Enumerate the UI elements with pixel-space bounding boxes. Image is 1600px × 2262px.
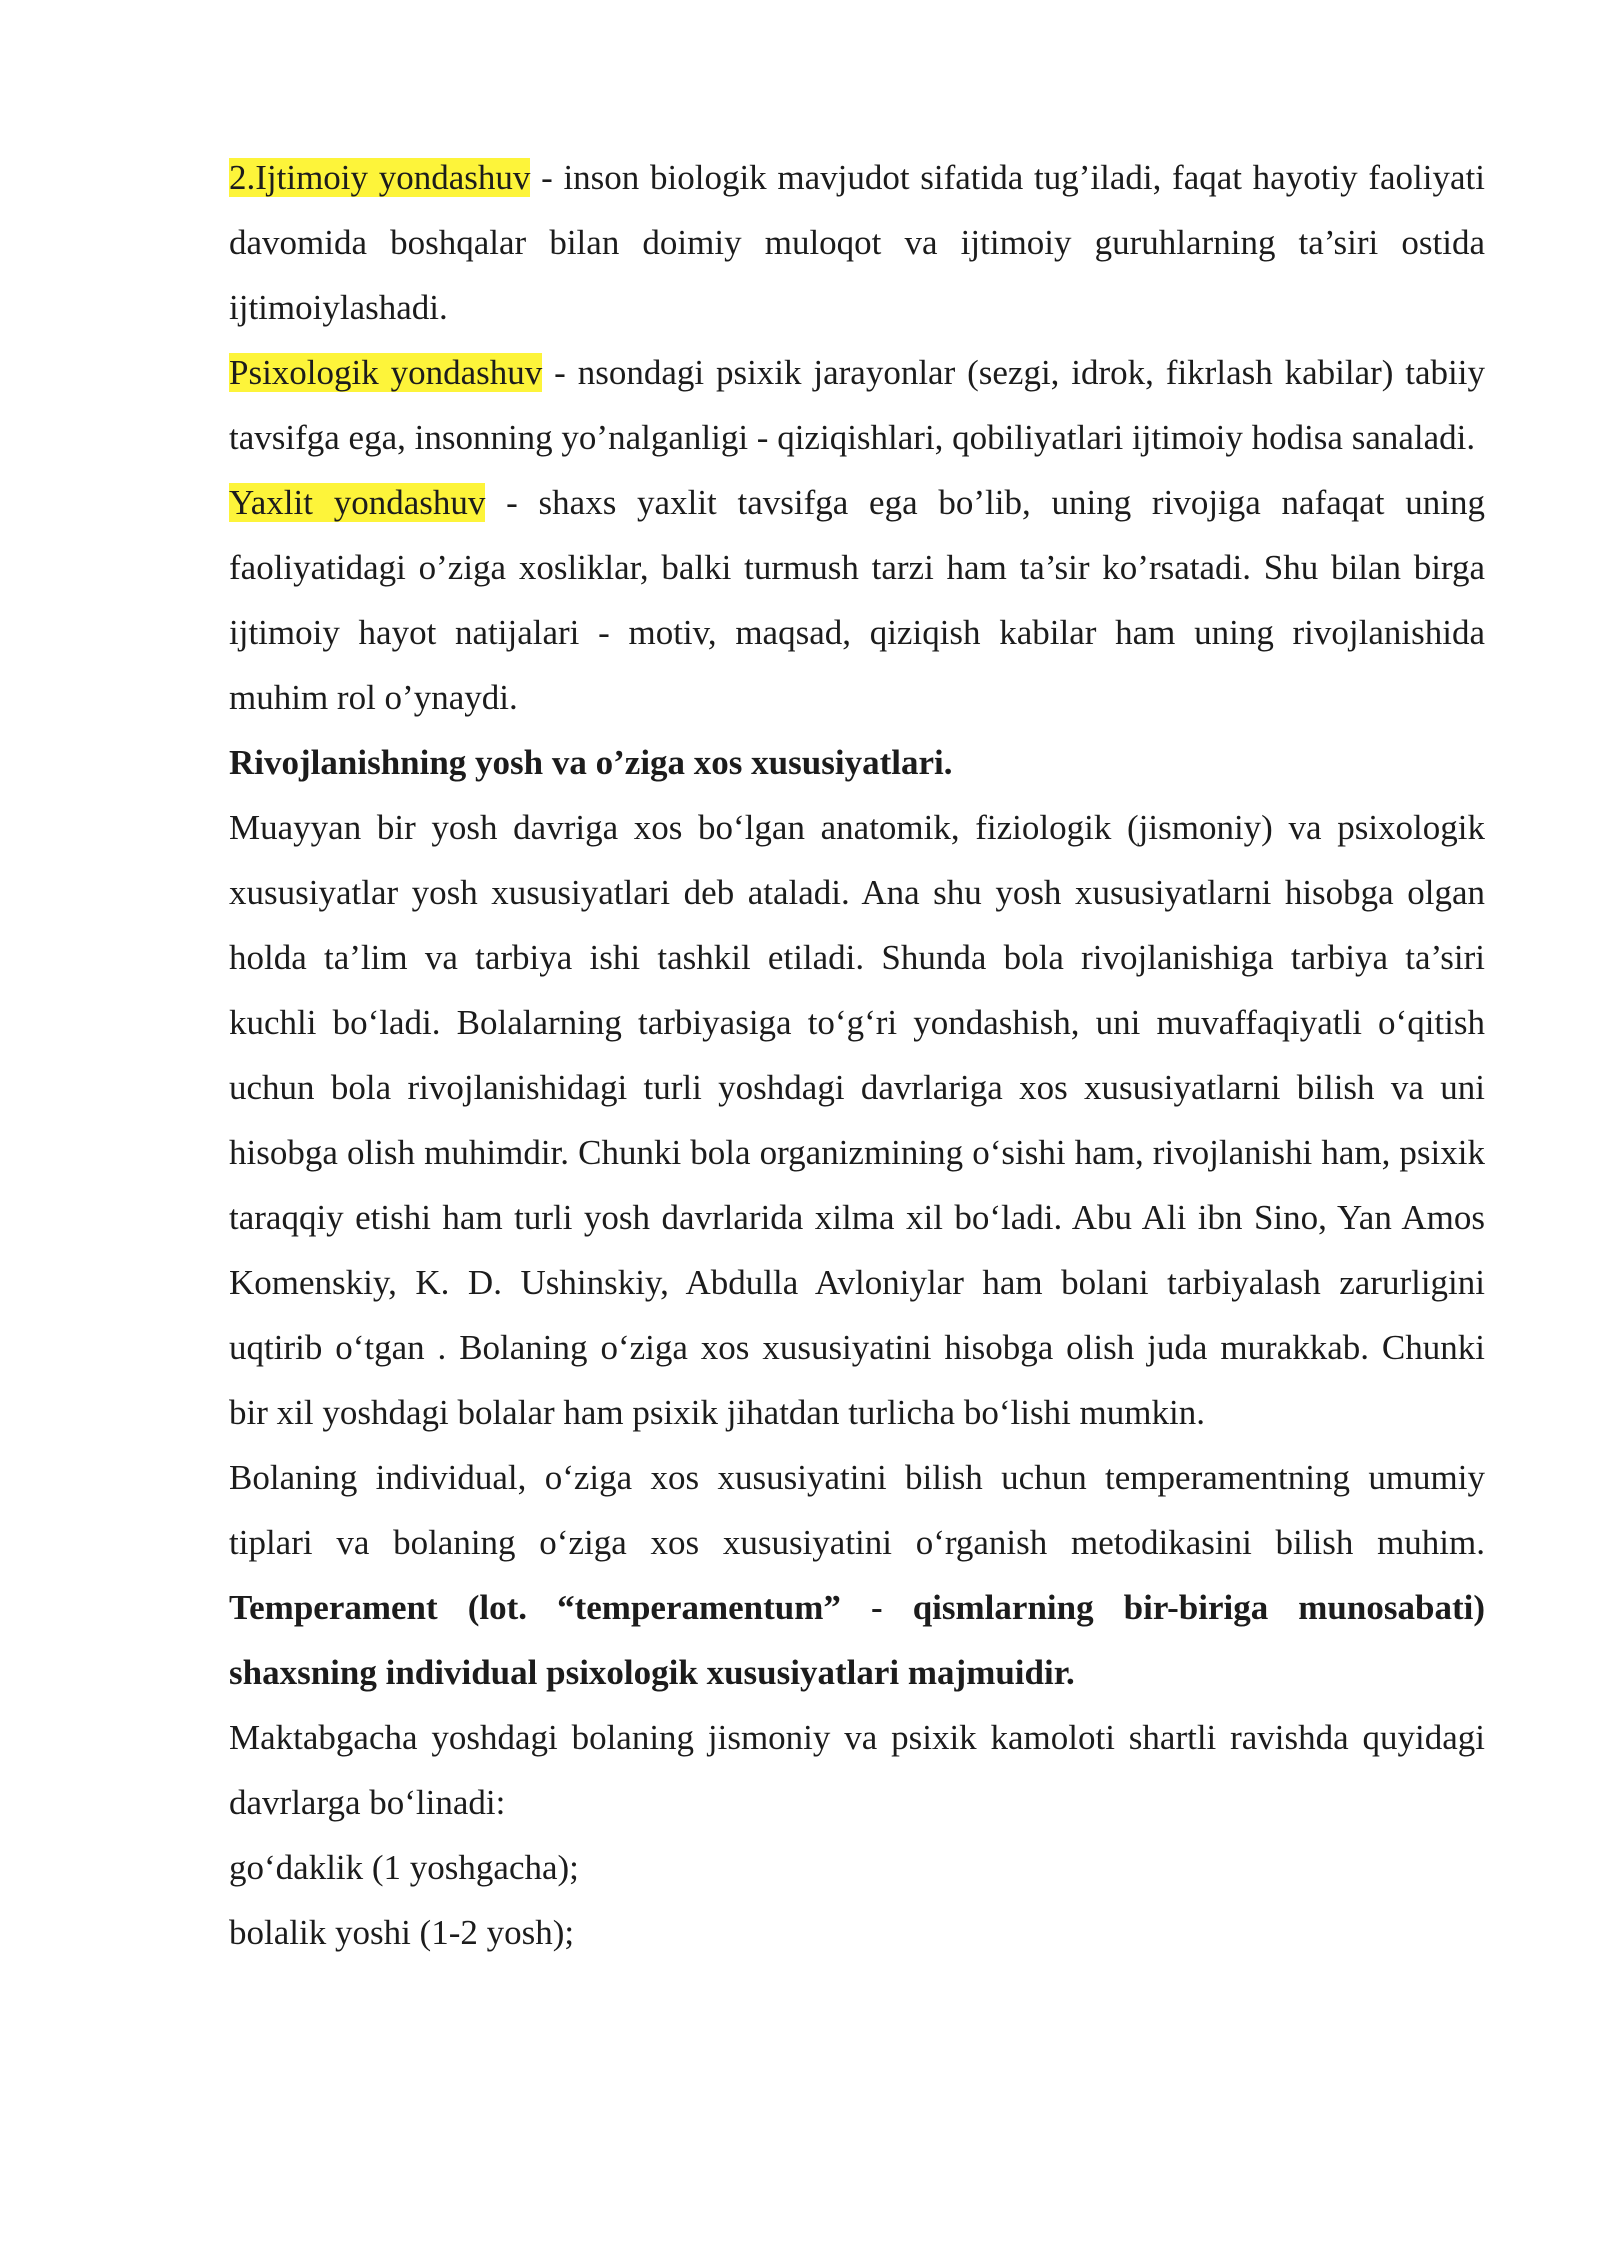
paragraph-text: - nsondagi psixik jarayonlar (sezgi, idrok, fikrlash kabilar) tabiiy tavsifga ega, insonning yo’nalganligi - qiziqishlari, qobiliyatlari ijtimoiy hodisa sanaladi. bbox=[229, 353, 1485, 457]
highlighted-term: 2.Ijtimoiy yondashuv bbox=[229, 158, 531, 197]
paragraph-psychological-approach bbox=[229, 340, 1485, 470]
bold-definition: Temperament (lot. “temperamentum” - qismlarning bir-biriga munosabati) shaxsning individual psixologik xususiyatlari majmuidir. bbox=[229, 1588, 1485, 1692]
list-item: goʻdaklik (1 yoshgacha); bbox=[229, 1848, 579, 1887]
paragraph-temperament bbox=[229, 1445, 1485, 1705]
list-item: bolalik yoshi (1-2 yosh); bbox=[229, 1913, 575, 1952]
highlighted-term: Psixologik yondashuv bbox=[229, 353, 543, 392]
paragraph-holistic-approach bbox=[229, 470, 1485, 730]
paragraph-social-approach bbox=[229, 145, 1485, 340]
section-heading: Rivojlanishning yosh va o’ziga xos xususiyatlari. bbox=[229, 743, 953, 782]
document-page bbox=[229, 145, 1485, 1965]
paragraph-text: - inson biologik mavjudot sifatida tug’iladi, faqat hayotiy faoliyati davomida boshqalar bilan doimiy muloqot va ijtimoiy guruhlarning ta’siri ostida ijtimoiylashadi. bbox=[229, 158, 1485, 327]
paragraph-age-features: Muayyan bir yosh davriga xos boʻlgan anatomik, fiziologik (jismoniy) va psixologik xususiyatlar yosh xususiyatlari deb ataladi. Ana shu yosh xususiyatlarni hisobga olgan holda ta’lim va tarbiya ishi tashkil etiladi. Shunda bola rivojlanishiga tarbiya ta’siri kuchli boʻladi. Bolalarning tarbiyasiga toʻgʻri yondashish, uni muvaffaqiyatli oʻqitish uchun bola rivojlanishidagi turli yoshdagi davrlariga xos xususiyatlarni bilish va uni hisobga olish muhimdir. Chunki bola organizmining oʻsishi ham, rivojlanishi ham, psixik taraqqiy etishi ham turli yosh davrlarida xilma xil boʻladi. Abu Ali ibn Sino, Yan Amos Komenskiy, K. D. Ushinskiy, Abdulla Avloniylar ham bolani tarbiyalash zarurligini uqtirib oʻtgan . Bolaning oʻziga xos xususiyatini hisobga olish juda murakkab. Chunki bir xil yoshdagi bolalar ham psixik jihatdan turlicha boʻlishi mumkin. bbox=[229, 808, 1485, 1432]
highlighted-term: Yaxlit yondashuv bbox=[229, 483, 486, 522]
paragraph-periods-intro: Maktabgacha yoshdagi bolaning jismoniy va psixik kamoloti shartli ravishda quyidagi davrlarga boʻlinadi: bbox=[229, 1718, 1485, 1822]
paragraph-text: Bolaning individual, oʻziga xos xususiyatini bilish uchun temperamentning umumiy tiplari va bolaning oʻziga xos xususiyatini oʻrganish metodikasini bilish muhim. bbox=[229, 1458, 1485, 1562]
paragraph-text: - shaxs yaxlit tavsifga ega bo’lib, uning rivojiga nafaqat uning faoliyatidagi o’ziga xosliklar, balki turmush tarzi ham ta’sir ko’rsatadi. Shu bilan birga ijtimoiy hayot natijalari - motiv, maqsad, qiziqish kabilar ham uning rivojlanishida muhim rol o’ynaydi. bbox=[229, 483, 1485, 717]
